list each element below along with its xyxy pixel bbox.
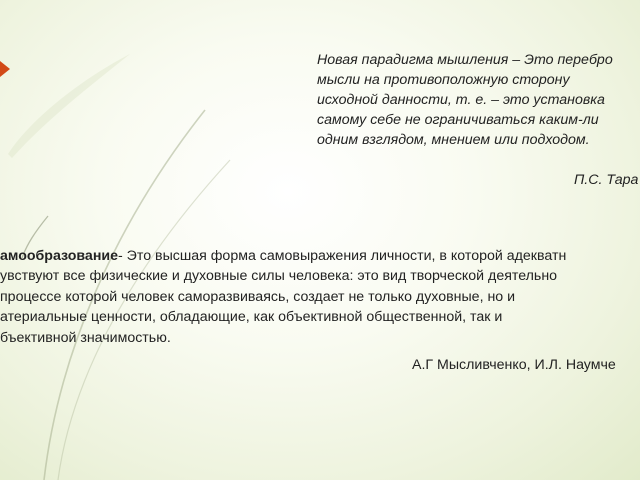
definition-block [0, 246, 640, 375]
quote-block [317, 50, 640, 191]
quote-line: исходной данности, т. е. – это установка [317, 92, 605, 109]
definition-line: атериальные ценности, обладающие, как объективной общественной, так и [0, 309, 503, 326]
definition-line: процессе которой человек саморазвиваясь, создает не только духовные, но и [0, 288, 516, 305]
quote-line: самому себе не ограничиваться каким-ли [317, 112, 599, 129]
definition-term: амообразование [0, 248, 118, 264]
definition-first-line [0, 246, 640, 266]
definition-line: увствуют все физические и духовные силы человека: это вид творческой деятельно [0, 268, 558, 285]
quote-line: мысли на противоположную сторону [317, 72, 570, 89]
definition-term-suffix: - Это высшая форма самовыражения личности, в которой адекватн [118, 248, 567, 264]
quote-line: одним взглядом, мнением или подходом. [317, 132, 590, 149]
definition-line: бъективной значимостью. [0, 329, 171, 346]
quote-line: Новая парадигма мышления – Это перебро [317, 52, 613, 68]
orange-arrow-marker [0, 61, 10, 77]
definition-author: А.Г Мысливченко, И.Л. Наумче [412, 357, 616, 374]
quote-author: П.С. Тара [574, 172, 639, 189]
grass-blade [8, 54, 130, 158]
